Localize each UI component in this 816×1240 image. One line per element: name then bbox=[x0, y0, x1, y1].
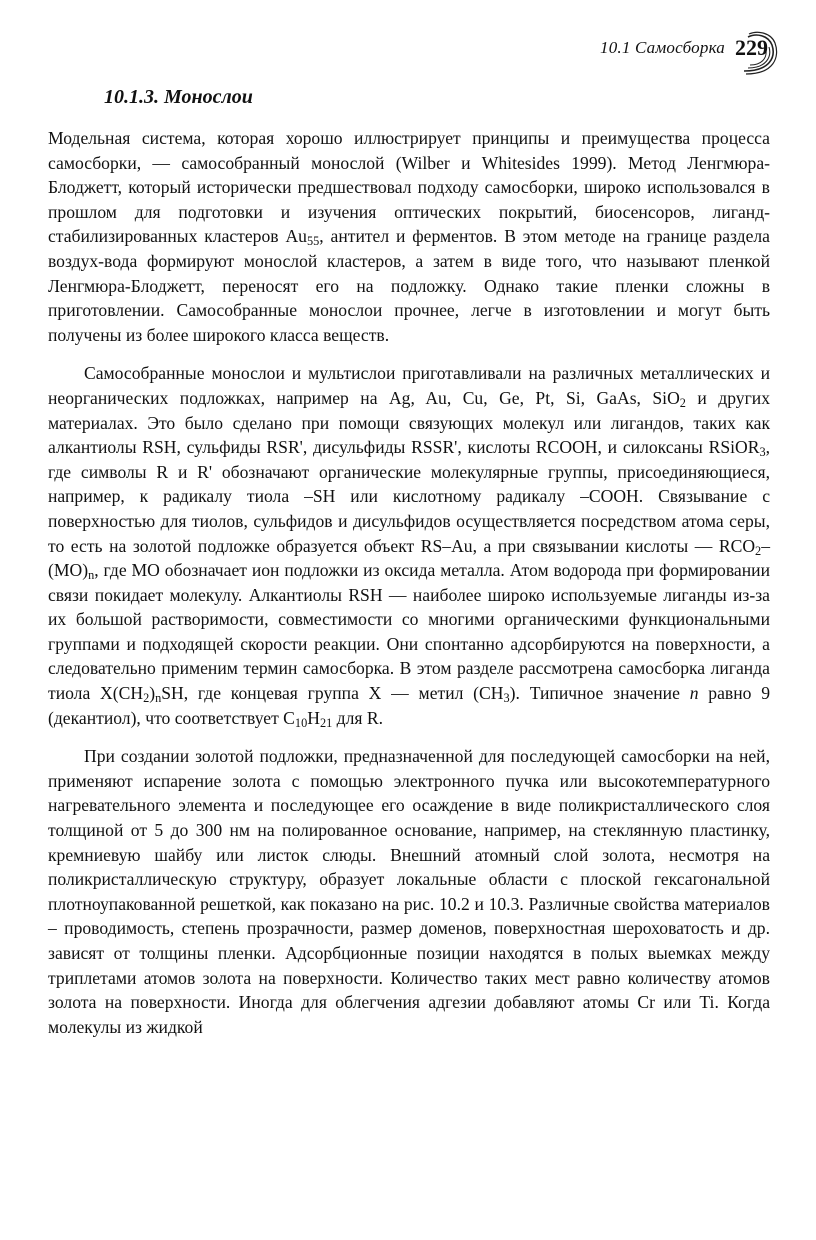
subscript: 3 bbox=[759, 445, 766, 460]
text-run: для R. bbox=[332, 707, 384, 728]
subscript: 21 bbox=[319, 715, 333, 730]
text-run: Модельная система, которая хорошо иллюстрирует принципы и преимущества процесса самосборки, — самособранный монослой (Wilber и Whitesides 1999). Метод Ленгмюра-Блоджетт, который исторически предшествовал подходу самосборки, широко использовался в прошлом для подготовки и изучения оптических покрытий, биосенсоров, лиганд-стабилизированных кластеров Au bbox=[48, 128, 770, 247]
subscript: 55 bbox=[306, 234, 320, 249]
running-title: 10.1 Самосборка bbox=[600, 38, 725, 57]
subscript: n bbox=[155, 691, 162, 706]
text-run: , где символы R и R' обозначают органические молекулярные группы, присоединяющиеся, например, к радикалу тиола –SH или кислотному радикалу –COOH. Связывание с поверхностью для тиолов, сульфидов и дисульфидов осуществляется посредством атома серы, то есть на золотой подложке образуется объект RS–Au, а при связывании кислоты — RCO bbox=[48, 437, 770, 556]
paragraph-3 bbox=[48, 744, 770, 1039]
text-run: и других материалах. Это было сделано при помощи связующих молекул или лигандов, таких как алкантиолы RSH, сульфиды RSR', дисульфиды RSSR', кислоты RCOOH, и силоксаны RSiOR bbox=[48, 387, 770, 458]
paragraph-2 bbox=[48, 361, 770, 730]
subscript: 2 bbox=[755, 543, 762, 558]
body-text bbox=[48, 126, 770, 1053]
text-run: Самособранные монослои и мультислои приготавливали на различных металлических и неорганических подложках, например на Ag, Au, Cu, Ge, Pt, Si, GaAs, SiO bbox=[48, 363, 770, 408]
subscript: 2 bbox=[143, 691, 150, 706]
subscript: 3 bbox=[503, 691, 510, 706]
text-run: –(MO) bbox=[48, 535, 770, 581]
text-run: ) bbox=[149, 683, 156, 704]
subscript: 10 bbox=[294, 715, 308, 730]
subscript: 2 bbox=[679, 396, 686, 411]
section-heading: 10.1.3. Монослои bbox=[104, 86, 253, 108]
paragraph-1 bbox=[48, 126, 770, 347]
text-run: равно 9 (декантиол), что соответствует C bbox=[48, 683, 770, 728]
page-number: 229 bbox=[735, 35, 768, 60]
text-run: При создании золотой подложки, предназначенной для последующей самосборки на ней, применяют испарение золота с помощью электронного пучка или высокотемпературного нагревательного элемента и последующее его осаждение в виде поликристаллического слоя толщиной от 5 до 300 нм на полированное основание, например, на стеклянную пластинку, кремниевую шайбу или листок слюды. Внешний атомный слой золота, несмотря на поликристаллическую структуру, образует локальные области с плоской гексагональной плотноупакованной решеткой, как показано на рис. 10.2 и 10.3. Различные свойства материалов – проводимость, степень прозрачности, размер доменов, поверхностная шероховатость и др. зависят от толщины пленки. Адсорбционные позиции находятся в полых выемках между триплетами атомов золота на поверхности. Количество таких мест равно количеству атомов золота на поверхности. Иногда для облегчения адгезии добавляют атомы Cr или Ti. Когда молекулы из жидкой bbox=[48, 746, 770, 1037]
text-run: ). Типичное значение bbox=[509, 683, 690, 704]
page-number-block bbox=[735, 35, 768, 61]
subscript: n bbox=[88, 568, 95, 583]
text-run: , антител и ферментов. В этом методе на границе раздела воздух-вода формируют монослой кластеров, а затем в виде того, что называют пленкой Ленгмюра-Блоджетт, переносят его на подложку. Однако такие пленки сложны в приготовлении. Самособранные монослои прочнее, легче в изготовлении и могут быть получены из более широкого класса веществ. bbox=[48, 226, 770, 345]
italic-variable: n bbox=[689, 683, 699, 704]
text-run: H bbox=[307, 707, 320, 728]
text-run: , где MO обозначает ион подложки из оксида металла. Атом водорода при формировании связи покидает молекулу. Алкантиолы RSH — наиболее широко используемые лиганды из-за их большой растворимости, совместимости со многими органическими функциональными группами и подходящей скорости реакции. Они спонтанно адсорбируются на поверхности, а следовательно применим термин самосборка. В этом разделе рассмотрена самосборка лиганда тиола X(CH bbox=[48, 560, 770, 704]
running-head bbox=[600, 28, 768, 68]
text-run: SH, где концевая группа X — метил (CH bbox=[161, 683, 504, 704]
